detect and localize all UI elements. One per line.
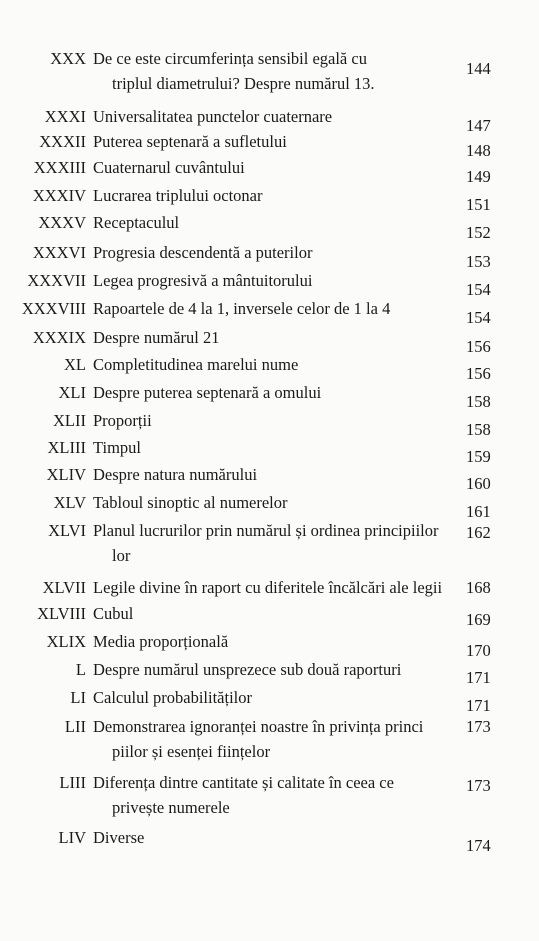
page-number: 159	[466, 447, 491, 466]
chapter-title: Despre numărul 21	[93, 328, 220, 347]
chapter-title: Planul lucrurilor prin numărul și ordinea principiilor	[93, 521, 439, 540]
page-number: 147	[466, 116, 491, 135]
chapter-title: De ce este circumferința sensibil egală cu	[93, 49, 367, 68]
page-number: 160	[466, 474, 491, 493]
page-number: 158	[466, 392, 491, 411]
chapter-number: XLVI	[48, 521, 86, 540]
chapter-title: Progresia descendentă a puterilor	[93, 243, 313, 262]
chapter-number: XXXIX	[32, 328, 86, 347]
chapter-title: Tabloul sinoptic al numerelor	[93, 493, 288, 512]
chapter-title: Despre numărul unsprezece sub două raporturi	[93, 660, 402, 679]
page-number: 148	[466, 141, 491, 160]
page-number: 169	[466, 610, 491, 629]
chapter-title: Legile divine în raport cu diferitele încălcări ale legii	[93, 578, 443, 597]
page-number: 161	[466, 502, 491, 521]
page-number: 174	[466, 836, 491, 855]
chapter-number: XXX	[50, 49, 86, 68]
chapter-title: Demonstrarea ignoranței noastre în privința princi	[93, 717, 424, 736]
chapter-title: Completitudinea marelui nume	[93, 355, 299, 374]
chapter-title: Proporții	[93, 411, 152, 430]
chapter-title-continuation: triplul diametrului? Despre numărul 13.	[112, 74, 375, 93]
chapter-number: LII	[64, 717, 86, 736]
chapter-title: Cuaternarul cuvântului	[93, 158, 245, 177]
chapter-number: XXXVII	[27, 271, 86, 290]
page-number: 154	[466, 280, 491, 299]
page-number: 171	[466, 668, 491, 687]
page-number: 168	[466, 578, 491, 597]
chapter-title-continuation: privește numerele	[112, 798, 230, 817]
page-number: 152	[466, 223, 491, 242]
chapter-title-continuation: lor	[112, 546, 131, 565]
chapter-title: Despre natura numărului	[93, 465, 258, 484]
chapter-title: Lucrarea triplului octonar	[93, 186, 263, 205]
chapter-number: XLIV	[46, 465, 86, 484]
page-number: 171	[466, 696, 491, 715]
chapter-number: XXXIV	[32, 186, 86, 205]
page-number: 170	[466, 641, 491, 660]
chapter-number: LI	[70, 688, 86, 707]
chapter-title: Rapoartele de 4 la 1, inversele celor de 1 la 4	[93, 299, 391, 318]
chapter-title: Puterea septenară a sufletului	[93, 132, 287, 151]
chapter-title: Receptaculul	[93, 213, 180, 232]
chapter-number: XXXVI	[32, 243, 86, 262]
chapter-number: XL	[64, 355, 86, 374]
chapter-number: XLIII	[47, 438, 86, 457]
chapter-title: Media proporțională	[93, 632, 229, 651]
chapter-title: Universalitatea punctelor cuaternare	[93, 107, 333, 126]
chapter-number: XXXV	[38, 213, 86, 232]
chapter-number: XXXII	[39, 132, 86, 151]
page-number: 173	[466, 717, 491, 736]
chapter-number: LIV	[58, 828, 86, 847]
chapter-number: XXXIII	[33, 158, 86, 177]
page-number: 151	[466, 195, 491, 214]
chapter-number: L	[75, 660, 86, 679]
chapter-title-continuation: piilor și esenței ființelor	[112, 742, 271, 761]
chapter-number: XLVIII	[37, 604, 86, 623]
page-number: 144	[466, 59, 491, 78]
chapter-title: Calculul probabilităților	[93, 688, 253, 707]
chapter-number: XLII	[53, 411, 86, 430]
page-number: 149	[466, 167, 491, 186]
page-number: 158	[466, 420, 491, 439]
chapter-number: XXXVIII	[21, 299, 86, 318]
page-number: 173	[466, 776, 491, 795]
page-number: 156	[466, 337, 491, 356]
chapter-number: XLV	[53, 493, 86, 512]
page-number: 153	[466, 252, 491, 271]
chapter-title: Diferența dintre cantitate și calitate în ceea ce	[93, 773, 394, 792]
chapter-number: XLIX	[46, 632, 86, 651]
chapter-title: Despre puterea septenară a omului	[93, 383, 322, 402]
chapter-title: Cubul	[93, 604, 134, 623]
chapter-title: Legea progresivă a mântuitorului	[93, 271, 313, 290]
chapter-number: XLI	[58, 383, 86, 402]
chapter-number: XXXI	[44, 107, 86, 126]
page-number: 156	[466, 364, 491, 383]
chapter-title: Diverse	[93, 828, 145, 847]
chapter-number: LIII	[59, 773, 86, 792]
chapter-title: Timpul	[93, 438, 142, 457]
chapter-number: XLVII	[42, 578, 86, 597]
page-number: 154	[466, 308, 491, 327]
page-number: 162	[466, 523, 491, 542]
